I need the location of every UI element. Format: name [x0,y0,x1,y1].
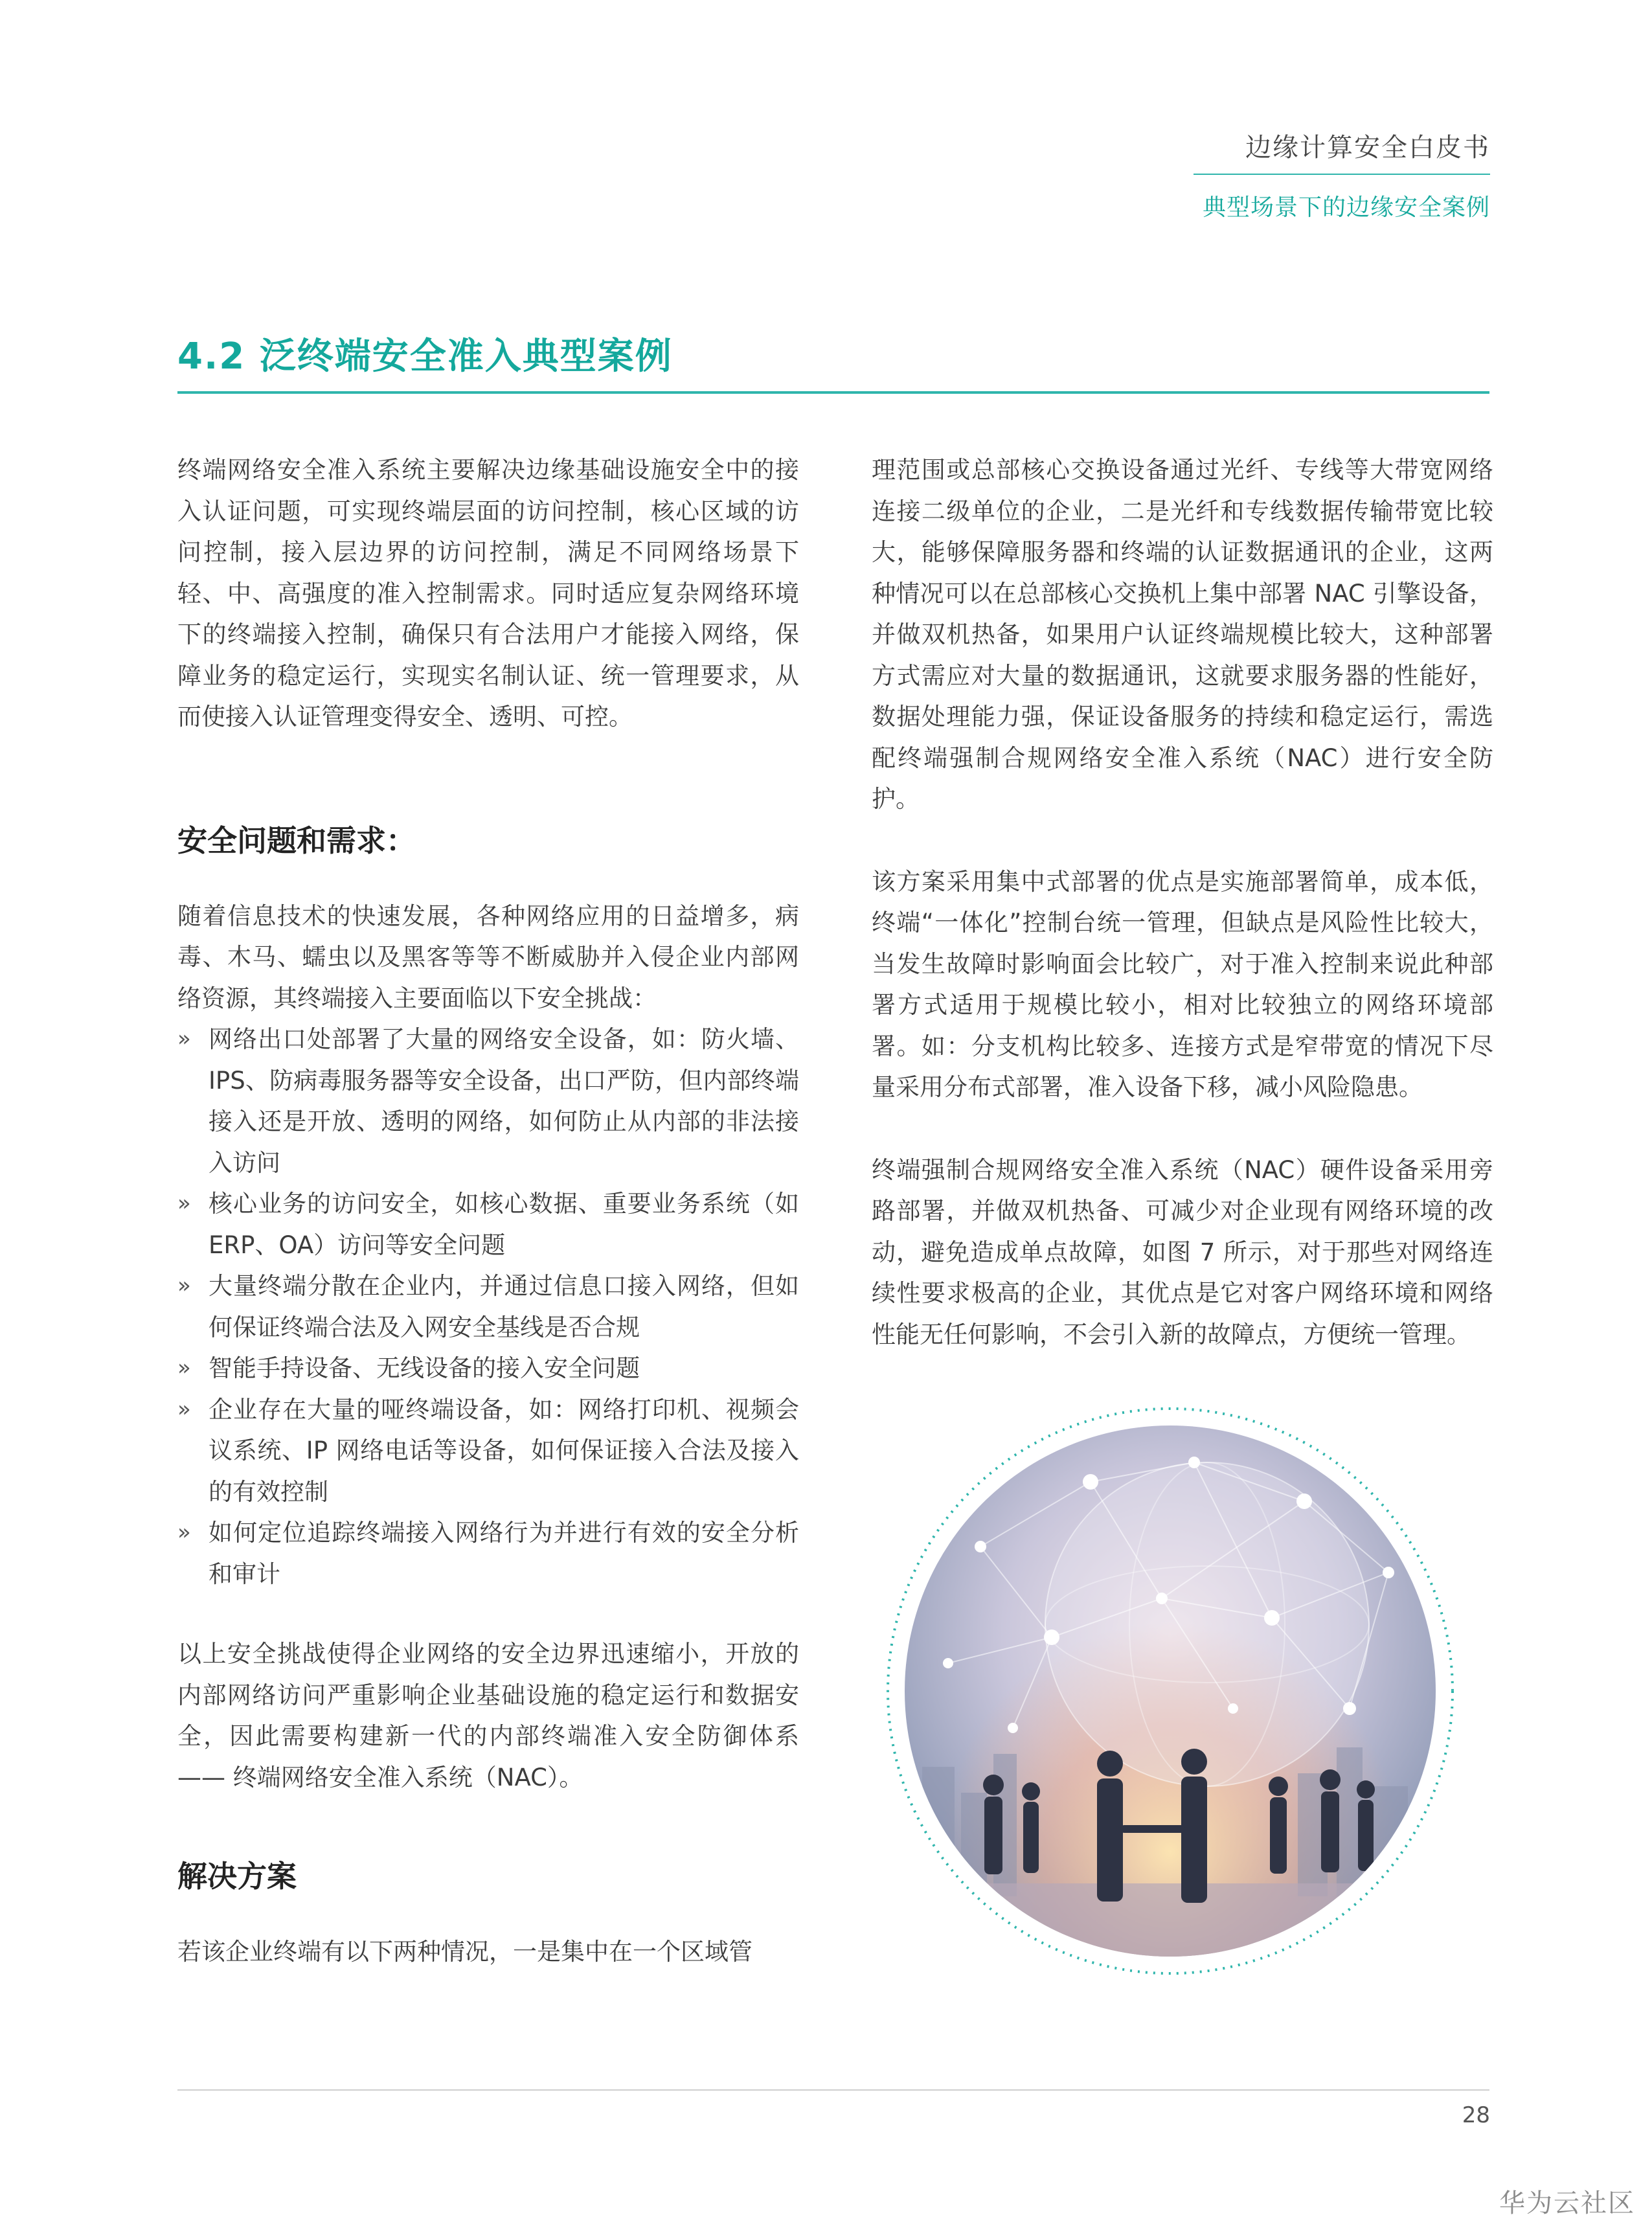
list-item: » 企业存在大量的哑终端设备，如：网络打印机、视频会议系统、IP 网络电话等设备，如何保证接入合法及接入的有效控制 [177,1389,799,1513]
bullet-marker: » [177,1190,191,1216]
bullet-marker: » [177,1273,191,1299]
right-column [872,449,1493,1355]
bullet-marker: » [177,1355,191,1381]
heading-solution: 解决方案 [177,1859,297,1894]
challenges-list [177,1019,799,1595]
header-title: 边缘计算安全白皮书 [1245,133,1490,163]
list-item: » 网络出口处部署了大量的网络安全设备，如：防火墙、IPS、防病毒服务器等安全设备，出口严防，但内部终端接入还是开放、透明的网络，如何防止从内部的非法接入访问 [177,1019,799,1183]
section-title: 4.2 泛终端安全准入典型案例 [177,335,673,378]
watermark: 华为云社区 [1499,2188,1635,2218]
footer-divider [177,2089,1489,2091]
deployment-paragraph: 理范围或总部核心交换设备通过光纤、专线等大带宽网络连接二级单位的企业，二是光纤和专线数据传输带宽比较大，能够保障服务器和终端的认证数据通讯的企业，这两种情况可以在总部核心交换机上集中部署 NAC 引擎设备，并做双机热备，如果用户认证终端规模比较大，这种部署方式需应对大量的数据通讯，这就要求服务器的性能好，数据处理能力强，保证设备服务的持续和稳定运行，需选配终端强制合规网络安全准入系统（NAC）进行安全防护。 [872,456,1493,813]
globe-shape [1045,1462,1369,1786]
list-item: » 大量终端分散在企业内，并通过信息口接入网络，但如何保证终端合法及入网安全基线是否合规 [177,1266,799,1348]
conclusion-paragraph: 以上安全挑战使得企业网络的安全边界迅速缩小，开放的内部网络访问严重影响企业基础设施的稳定运行和数据安全，因此需要构建新一代的内部终端准入安全防御体系 —— 终端网络安全准入系统（NAC）。 [177,1640,799,1791]
list-item: » 智能手持设备、无线设备的接入安全问题 [177,1348,799,1389]
bypass-paragraph: 终端强制合规网络安全准入系统（NAC）硬件设备采用旁路部署，并做双机热备、可减少对企业现有网络环境的改动，避免造成单点故障，如图 7 所示，对于那些对网络连续性要求极高的企业，其优点是它对客户网络环境和网络性能无任何影响，不会引入新的故障点，方便统一管理。 [872,1155,1493,1348]
solution-paragraph: 若该企业终端有以下两种情况，一是集中在一个区域管 [177,1938,752,1966]
centralized-paragraph: 该方案采用集中式部署的优点是实施部署简单，成本低，终端“一体化”控制台统一管理，但缺点是风险性比较大，当发生故障时影响面会比较广，对于准入控制来说此种部署方式适用于规模比较小，相对比较独立的网络环境部署。如：分支机构比较多、连接方式是窄带宽的情况下尽量采用分布式部署，准入设备下移，减小风险隐患。 [872,867,1493,1101]
header-divider [1194,174,1490,175]
header-subtitle: 典型场景下的边缘安全案例 [1202,194,1490,221]
heading-security-issues: 安全问题和需求： [177,823,416,858]
challenges-paragraph: 随着信息技术的快速发展，各种网络应用的日益增多，病毒、木马、蠕虫以及黑客等等不断威胁并入侵企业内部网络资源，其终端接入主要面临以下安全挑战： [177,902,799,1012]
left-column [177,449,799,1973]
bullet-marker: » [177,1026,191,1052]
list-item: » 核心业务的访问安全，如核心数据、重要业务系统（如 ERP、OA）访问等安全问题 [177,1183,799,1266]
bullet-marker: » [177,1519,191,1545]
list-item: » 如何定位追踪终端接入网络行为并进行有效的安全分析和审计 [177,1512,799,1595]
network-business-illustration [883,1404,1457,1978]
section-divider [177,391,1489,394]
bullet-marker: » [177,1396,191,1422]
page-number: 28 [1462,2102,1490,2128]
intro-paragraph: 终端网络安全准入系统主要解决边缘基础设施安全中的接入认证问题，可实现终端层面的访问控制，核心区域的访问控制，接入层边界的访问控制，满足不同网络场景下轻、中、高强度的准入控制需求。同时适应复杂网络环境下的终端接入控制，确保只有合法用户才能接入网络，保障业务的稳定运行，实现实名制认证、统一管理要求，从而使接入认证管理变得安全、透明、可控。 [177,456,799,731]
